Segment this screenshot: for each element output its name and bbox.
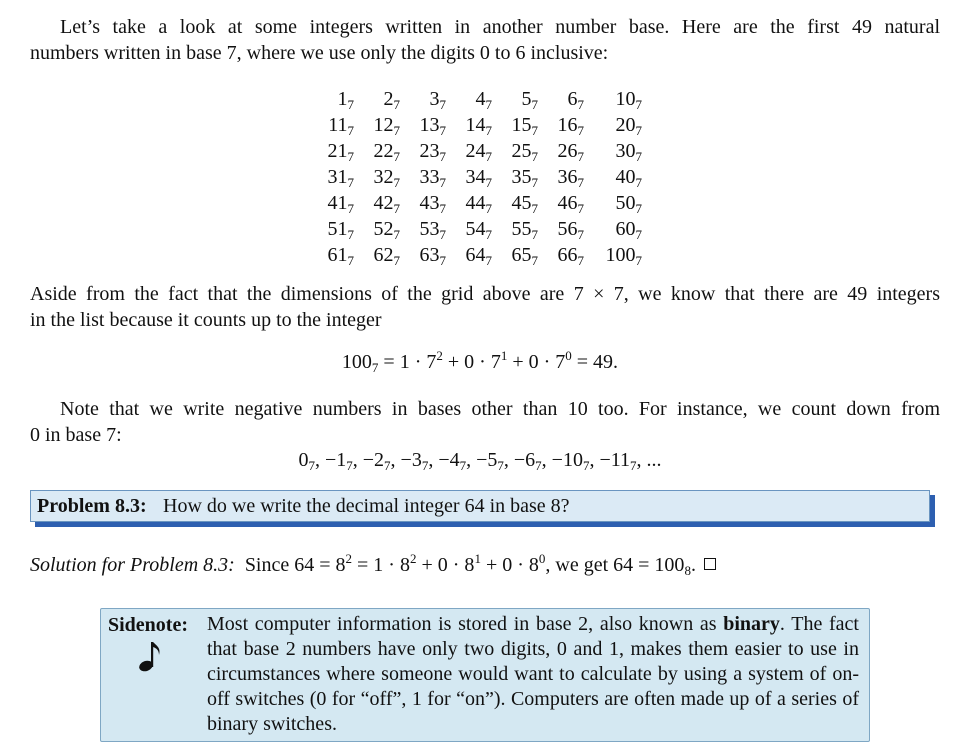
grid-cell: $25_7$: [511, 140, 538, 164]
sidenote-box: [100, 608, 870, 742]
sequence-item: $-6_7$: [513, 449, 542, 473]
grid-cell: $32_7$: [373, 166, 400, 190]
sidenote-text: Most computer information is stored in base 2, also known as binary. The fact that base 2 numbers have only two digits, 0 and 1, makes them easier to use in circumstances where someone would want to calculate by using a system of on-off switches (0 for “off”, 1 for “on”). Computers are often made up of a series of binary switches.: [207, 613, 859, 735]
problem-label: Problem 8.3:: [37, 495, 147, 517]
grid-row: [300, 138, 642, 164]
aside-paragraph: [30, 281, 940, 333]
grid-cell: $3_7$: [429, 88, 446, 112]
grid-cell: $61_7$: [327, 244, 354, 268]
intro-line-1: Let’s take a look at some integers written in another number base. Here are the first 49 natural: [60, 16, 940, 38]
grid-cell: $20_7$: [615, 114, 642, 138]
grid-cell: $51_7$: [327, 218, 354, 242]
aside-line-1: Aside from the fact that the dimensions of the grid above are 7 × 7, we know that there are 49 integers: [30, 283, 940, 305]
problem-box: [30, 490, 930, 522]
grid-cell: $23_7$: [419, 140, 446, 164]
grid-cell: $1_7$: [337, 88, 354, 112]
grid-cell: $12_7$: [373, 114, 400, 138]
grid-cell: $36_7$: [557, 166, 584, 190]
negative-sequence: $0_7$, $-1_7$, $-2_7$, $-3_7$, $-4_7$, $-5_7$, $-6_7$, $-10_7$, $-11_7$, ...: [298, 449, 662, 473]
grid-cell: $52_7$: [373, 218, 400, 242]
grid-cell: $22_7$: [373, 140, 400, 164]
grid-cell: $10_7$: [615, 88, 642, 112]
grid-cell: $6_7$: [567, 88, 584, 112]
grid-cell: $34_7$: [465, 166, 492, 190]
grid-cell: $11_7$: [328, 114, 354, 138]
negatives-line-2: 0 in base 7:: [30, 424, 122, 446]
sequence-ellipsis: ...: [646, 449, 662, 471]
grid-cell: $40_7$: [615, 166, 642, 190]
grid-cell: $56_7$: [557, 218, 584, 242]
sequence-item: $-4_7$: [438, 449, 467, 473]
grid-cell: $42_7$: [373, 192, 400, 216]
grid-cell: $66_7$: [557, 244, 584, 268]
grid-cell: $100_7$: [605, 244, 642, 268]
grid-cell: $41_7$: [327, 192, 354, 216]
grid-cell: $24_7$: [465, 140, 492, 164]
grid-row: [300, 164, 642, 190]
grid-cell: $60_7$: [615, 218, 642, 242]
grid-cell: $64_7$: [465, 244, 492, 268]
negatives-paragraph: [30, 396, 940, 448]
sequence-item: $-5_7$: [476, 449, 504, 473]
grid-cell: $13_7$: [419, 114, 446, 138]
grid-cell: $2_7$: [383, 88, 400, 112]
grid-cell: $44_7$: [465, 192, 492, 216]
grid-row: [300, 112, 642, 138]
grid-cell: $4_7$: [475, 88, 492, 112]
base7-grid: [300, 86, 642, 268]
grid-row: [300, 216, 642, 242]
grid-cell: $50_7$: [615, 192, 642, 216]
grid-cell: $62_7$: [373, 244, 400, 268]
sequence-item: $-10_7$: [551, 449, 590, 473]
sequence-item: $0_7$: [298, 449, 315, 473]
grid-cell: $46_7$: [557, 192, 584, 216]
intro-paragraph: [30, 14, 940, 66]
grid-cell: $53_7$: [419, 218, 446, 242]
equation-100-base7: $100_7 = 1 \cdot 7^2 + 0 \cdot 7^1 + 0 \cdot 7^0 = 49$.: [341, 348, 619, 375]
grid-row: [300, 190, 642, 216]
grid-cell: $31_7$: [327, 166, 354, 190]
grid-cell: $63_7$: [419, 244, 446, 268]
grid-cell: $26_7$: [557, 140, 584, 164]
solution-line: Solution for Problem 8.3: Since $64 = 8^2 = 1 \cdot 8^2 + 0 \cdot 8^1 + 0 \cdot 8^0$, we get $64 = 100_8$.: [30, 552, 716, 578]
binary-bold: binary: [723, 613, 780, 635]
solution-label: Solution for Problem 8.3:: [30, 554, 235, 576]
grid-cell: $43_7$: [419, 192, 446, 216]
grid-cell: $16_7$: [557, 114, 584, 138]
grid-cell: $5_7$: [521, 88, 538, 112]
aside-line-2: in the list because it counts up to the integer: [30, 309, 382, 331]
grid-row: [300, 86, 642, 112]
grid-cell: $30_7$: [615, 140, 642, 164]
grid-cell: $35_7$: [511, 166, 538, 190]
grid-cell: $33_7$: [419, 166, 446, 190]
sidenote-label: Sidenote:: [108, 614, 188, 636]
qed-square-icon: [704, 558, 716, 570]
problem-text: How do we write the decimal integer 64 in base 8?: [163, 495, 570, 517]
grid-cell: $45_7$: [511, 192, 538, 216]
negatives-line-1: Note that we write negative numbers in bases other than 10 too. For instance, we count down from: [60, 398, 940, 420]
sequence-item: $-11_7$: [599, 449, 637, 473]
music-note-icon: [137, 639, 165, 673]
grid-cell: $21_7$: [327, 140, 354, 164]
grid-row: [300, 242, 642, 268]
sequence-item: $-2_7$: [362, 449, 391, 473]
grid-cell: $65_7$: [511, 244, 538, 268]
grid-cell: $14_7$: [465, 114, 492, 138]
sequence-item: $-1_7$: [324, 449, 353, 473]
intro-line-2: numbers written in base 7, where we use only the digits 0 to 6 inclusive:: [30, 42, 609, 64]
grid-cell: $55_7$: [511, 218, 538, 242]
sequence-item: $-3_7$: [400, 449, 429, 473]
grid-cell: $54_7$: [465, 218, 492, 242]
grid-cell: $15_7$: [511, 114, 538, 138]
